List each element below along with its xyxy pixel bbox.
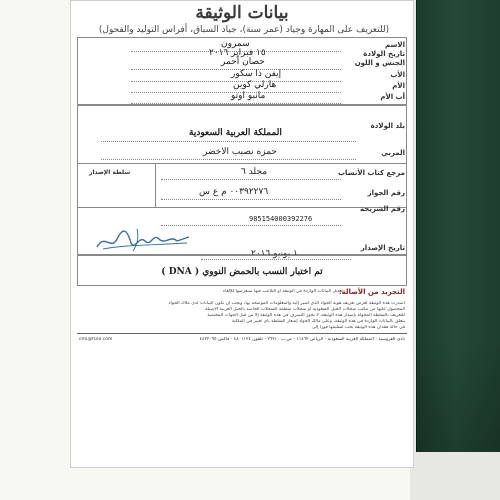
damsire-label: أب الأم: [380, 93, 405, 101]
signature-image: [93, 223, 193, 255]
footer-address: نادي الفروسية - المملكة العربية السعودية - الرياض ١١٤٦٢ - ص.ب ٢٦٢١٠ - تلفون ٤٨٠١١٢٤ - فاكس ٤٨٢٢٠٩٥: [199, 337, 405, 342]
studbook-label: مرجع كتاب الأنساب: [337, 169, 405, 177]
name-label: الاسم: [385, 41, 405, 49]
green-cover-fold: [416, 340, 500, 452]
footer-email: info@fsea.com: [79, 337, 113, 342]
document-title: بيانات الوثيقة: [195, 3, 289, 23]
passport-label: رقم الجواز: [367, 189, 405, 197]
country-label: بلد الولادة: [370, 122, 405, 130]
issue-date-label: تاريخ الإصدار: [360, 244, 405, 252]
chip-number: 985154000392276: [249, 215, 313, 223]
passport-value: ٠٠٣٩٢٢٧٦ م ع س: [199, 187, 269, 197]
damsire-line: [131, 103, 341, 104]
note-line-5: في حالة فقدان هذه الوثيقة يجب تسليمها فوراً إلى: [312, 325, 405, 330]
note-line-3: للتعريف بالسلطة المخولة بإصدار هذه الوثيقة، لا يجوز التصرف في هذه الوثيقة إلا من قبل الجهات المختصة: [207, 313, 405, 318]
country-value: المملكة العربية السعودية: [189, 128, 282, 138]
country-line: [101, 141, 356, 142]
passport-page: [70, 0, 414, 468]
document-subtitle: (للتعريف على المهارة وجياد (عمر سنة)، جياد السباق، أفراس التوليد والفحول): [98, 25, 390, 35]
dam-label: الأم: [392, 82, 405, 90]
name-value: سمرون: [221, 39, 250, 49]
breeder-label: المربي: [381, 149, 405, 157]
issue-date-value: ١ يونيو ٢٠١٦: [251, 249, 298, 259]
sex-color-value: حصان أحمر: [221, 57, 265, 67]
dob-value: ١٥ فبراير ٢٠١٦: [209, 48, 266, 58]
grid-line-top: [77, 163, 407, 164]
note-line-2: المحصول عليها من مكتب سجلات الخيل السعودية أو سجلات منظمة السجلات الخاصة بالخيل العربية الأصيلة: [205, 307, 405, 312]
damsire-value: مانبو اوتو: [231, 91, 266, 101]
blank-page-area: [77, 346, 407, 464]
authenticity-text: تعديل البيانات الواردة في الوثيقة أو التلاعب فيها سيعرضها للإلغاء: [222, 289, 343, 294]
sire-value: إيفن ذا سكور: [231, 69, 282, 79]
chip-label: رقم الشريحة: [360, 205, 405, 213]
issuing-authority-label: سلطة الإصدار: [89, 169, 131, 176]
passport-line: [161, 199, 341, 200]
studbook-value: مجلد ٦: [241, 167, 268, 177]
dob-label: تاريخ الولادة: [363, 50, 405, 58]
breeder-line: [101, 159, 356, 160]
note-line-4: يتعلق بالبيانات الواردة في هذه الوثيقة، وعلى مالك الجواد إشعار السلطة بأي تغيير في الملكية: [231, 319, 405, 324]
dam-value: هارلي كوين: [233, 80, 277, 90]
breeder-value: حمزه نصيب الاخضر: [203, 147, 277, 157]
dna-statement: تم اختبار النسب بالحمض النووي ( DNA ): [161, 267, 323, 277]
note-line-1: أصدرت هذه الوثيقة لغرض تعريف هوية الجواد الذي أشير إليه والمعلومات الموضحة بها، ويجب أن تكون البيانات لدى ملاك الجواد: [168, 301, 405, 306]
studbook-line: [161, 179, 341, 180]
grid-divider: [155, 163, 156, 207]
sex-color-label: الجنس و اللون: [354, 59, 405, 67]
grid-line-bottom: [77, 207, 407, 208]
sire-label: الأب: [390, 71, 405, 79]
footer-divider: [77, 333, 407, 334]
authenticity-label: التجريد من الأصالة:: [338, 288, 405, 296]
